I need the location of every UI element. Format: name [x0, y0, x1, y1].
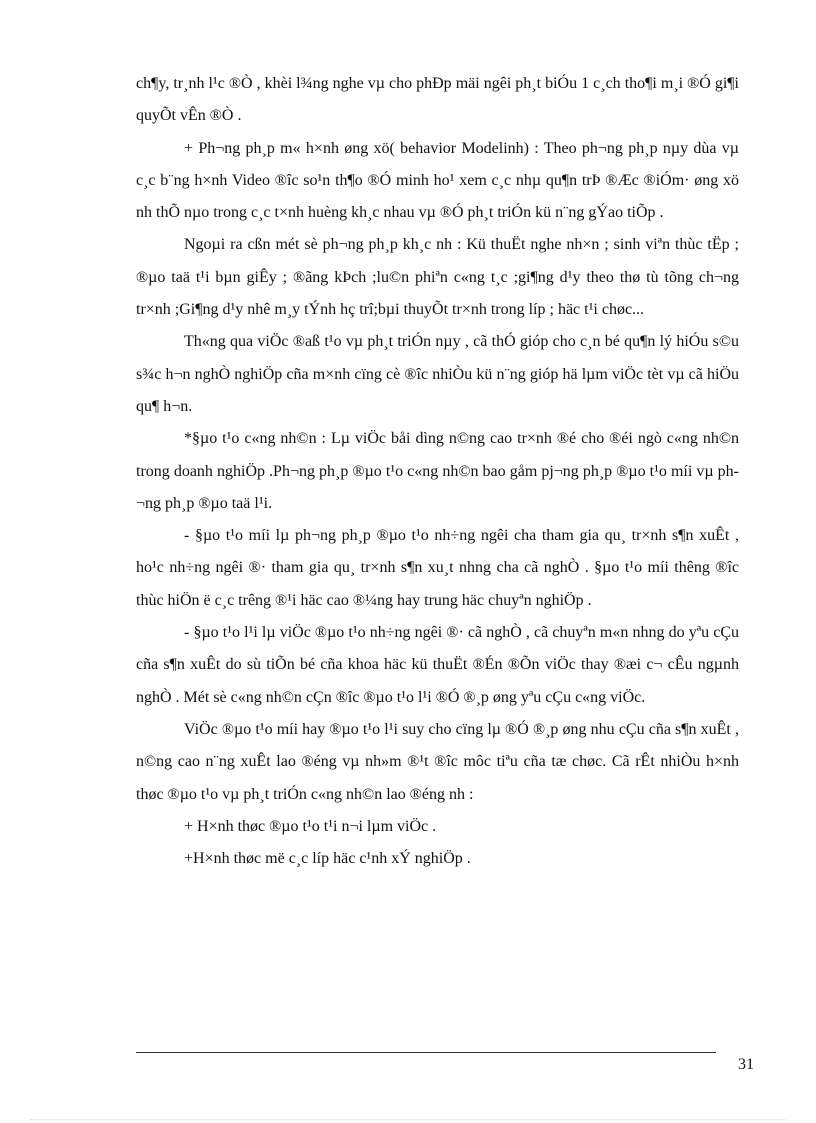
page-body [136, 68, 739, 875]
footer-divider [136, 1052, 716, 1053]
paragraph: Ngoµi ra cßn mét sè ph¬ng ph¸p kh¸c nh : Kü thuËt nghe nh×n ; sinh viªn thùc tËp ; ®µo taä t¹i bµn giÊy ; ®ãng kÞch ;lu©n phiªn c«ng t¸c ;gi¶ng d¹y theo thø tù tõng ch¬ng tr×nh ;Gi¶ng d¹y nhê m¸y tÝnh hç trî;bµi thuyÕt tr×nh trong líp ; häc t¹i chøc... [136, 236, 739, 319]
paragraph: - §µo t¹o l¹i lµ viÖc ®µo t¹o nh÷ng ngêi ®· cã nghÒ , cã chuyªn m«n nhng do yªu cÇu cña s¶n xuÊt do sù tiÕn bé cña khoa häc kü thuËt ®Én ®Õn viÖc thay ®æi c¬ cÊu ngµnh nghÒ . Mét sè c«ng nh©n cÇn ®îc ®µo t¹o l¹i ®Ó ®¸p øng yªu cÇu c«ng viÖc. [136, 624, 739, 706]
paragraph: *§µo t¹o c«ng nh©n : Lµ viÖc båi dìng n©ng cao tr×nh ®é cho ®éi ngò c«ng nh©n trong doanh nghiÖp .Ph¬ng ph¸p ®µo t¹o c«ng nh©n bao gåm pj¬ng ph¸p ®µo t¹o míi vµ ph¬ng ph¸p ®µo taä l¹i. [136, 430, 739, 512]
list-item: +H×nh thøc më c¸c líp häc c¹nh xÝ nghiÖp . [184, 850, 471, 868]
list-item: + H×nh thøc ®µo t¹o t¹i n¬i lµm viÖc . [184, 817, 437, 835]
paragraph: ViÖc ®µo t¹o míi hay ®µo t¹o l¹i suy cho cïng lµ ®Ó ®¸p øng nhu cÇu cña s¶n xuÊt , n©ng cao n¨ng xuÊt lao ®éng vµ nh»m ®¹t ®îc môc tiªu cña tæ chøc. Cã rÊt nhiÒu h×nh thøc ®µo t¹o vµ ph¸t triÓn c«ng nh©n lao ®éng nh : [136, 720, 739, 803]
paragraph: Th«ng qua viÖc ®aß t¹o vµ ph¸t triÓn nµy , cã thÓ gióp cho c¸n bé qu¶n lý hiÓu s©u s¾c h¬n nghÒ nghiÖp cña m×nh cïng cè ®îc nhiÒu kü n¨ng gióp hä lµm viÖc tèt vµ cã hiÖu qu¶ h¬n. [136, 333, 739, 415]
page-edge-divider [30, 1119, 786, 1120]
paragraph: + Ph¬ng ph¸p m« h×nh øng xö( behavior Modelinh) : Theo ph¬ng ph¸p nµy dùa vµ c¸c b¨ng h×nh Video ®îc so¹n th¶o ®Ó minh ho¹ xem c¸c nhµ qu¶n trÞ ®Æc ®iÓm· øng xö nh thÕ nµo trong c¸c t×nh huèng kh¸c nhau vµ ®Ó ph¸t triÓn kü n¨ng gÝao tiÕp . [136, 139, 739, 222]
page-number: 31 [738, 1056, 754, 1073]
paragraph: ch¶y, tr¸nh l¹c ®Ò , khèi l¾ng nghe vµ cho phÐp mäi ngêi ph¸t biÓu 1 c¸ch tho¶i m¸i ®Ó gi¶i quyÕt vÊn ®Ò . [136, 75, 739, 125]
paragraph: - §µo t¹o míi lµ ph¬ng ph¸p ®µo t¹o nh÷ng ngêi cha tham gia qu¸ tr×nh s¶n xuÊt , ho¹c nh÷ng ngêi ®· tham gia qu¸ tr×nh s¶n xu¸t nhng cha cã nghÒ . §µo t¹o míi thêng ®îc thùc hiÖn ë c¸c trêng ®¹i häc cao ®¼ng hay trung häc chuyªn nghiÖp . [136, 527, 739, 609]
